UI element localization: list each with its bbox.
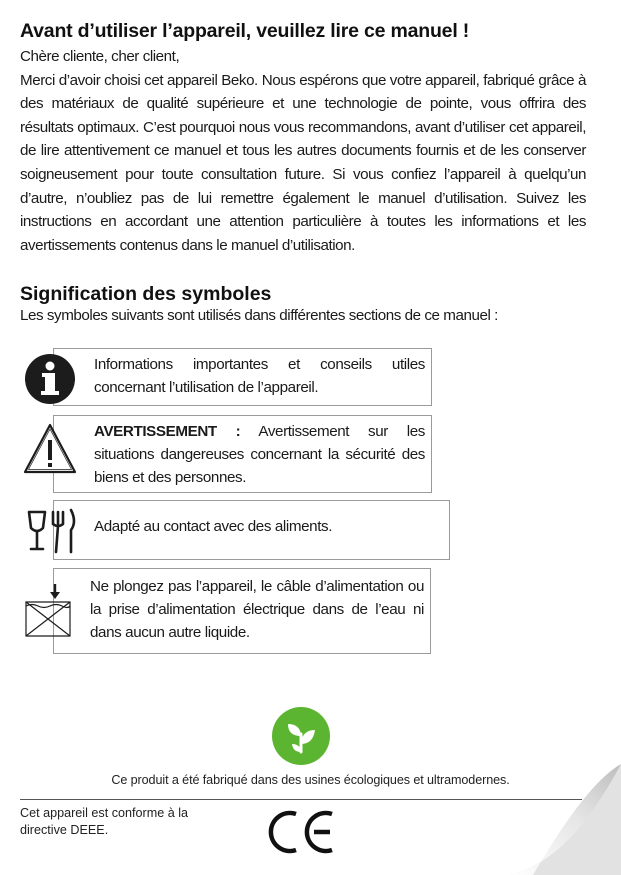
warning-triangle-icon (22, 421, 78, 477)
symbol-box (53, 568, 431, 654)
symbol-box (53, 415, 432, 493)
info-icon (22, 351, 78, 407)
symbol-row-food (22, 500, 432, 560)
symbol-text-warning (94, 420, 425, 489)
symbol-text-food: Adapté au contact avec des aliments. (94, 518, 333, 535)
intro-body: Merci d’avoir choisi cet appareil Beko. Nous espérons que votre appareil, fabriqué grâce à des matériaux de qualité supérieure et une technologie de pointe, vous offrira des résultats optimaux. C’est pourquoi nous vous recommandons, avant d’utiliser cet appareil, de lire attentivement ce manuel et tous les autres documents fournis et de les conserver soigneusement pour toute consultation future. Si vous confiez l’appareil à quelqu’un d’autre, n’oubliez pas de lui remettre également le manuel d’utilisation. Suivez les instructions en accordant une attention particulière à toutes les informations et les avertissements contenus dans le manuel d’utilisation. (20, 71, 586, 254)
symbols-intro: Les symboles suivants sont utilisés dans différentes sections de ce manuel : (20, 307, 498, 324)
warning-text: Avertissement sur les situations dangereuses concernant la sécurité des biens et des personnes. (94, 423, 425, 486)
symbol-box (53, 348, 432, 406)
symbol-text-info: Informations importantes et conseils utiles concernant l’utilisation de l’appareil. (94, 356, 425, 396)
food-contact-icon (25, 502, 81, 558)
symbol-row-info (22, 348, 432, 408)
no-immersion-icon (20, 582, 76, 642)
ce-mark-icon (266, 808, 338, 856)
footer-divider (20, 799, 582, 800)
symbol-row-immersion (22, 568, 432, 654)
warning-label: AVERTISSEMENT : (94, 423, 241, 440)
page-curl-icon (511, 764, 621, 875)
intro-greeting: Chère cliente, cher client, (20, 48, 180, 65)
symbol-row-warning (22, 415, 432, 493)
intro-section (20, 45, 586, 257)
symbol-text-immersion: Ne plongez pas l’appareil, le câble d’alimentation ou la prise d’alimentation électrique dans de l’eau ni dans aucun autre liquide. (90, 578, 424, 641)
eco-leaf-icon (271, 706, 331, 766)
deee-compliance-text: Cet appareil est conforme à la directive DEEE. (20, 806, 189, 837)
eco-caption: Ce produit a été fabriqué dans des usines écologiques et ultramodernes. (111, 773, 510, 787)
symbol-box (53, 500, 450, 560)
symbols-heading: Signification des symboles (20, 283, 272, 305)
page-title: Avant d’utiliser l’appareil, veuillez lire ce manuel ! (20, 20, 470, 42)
